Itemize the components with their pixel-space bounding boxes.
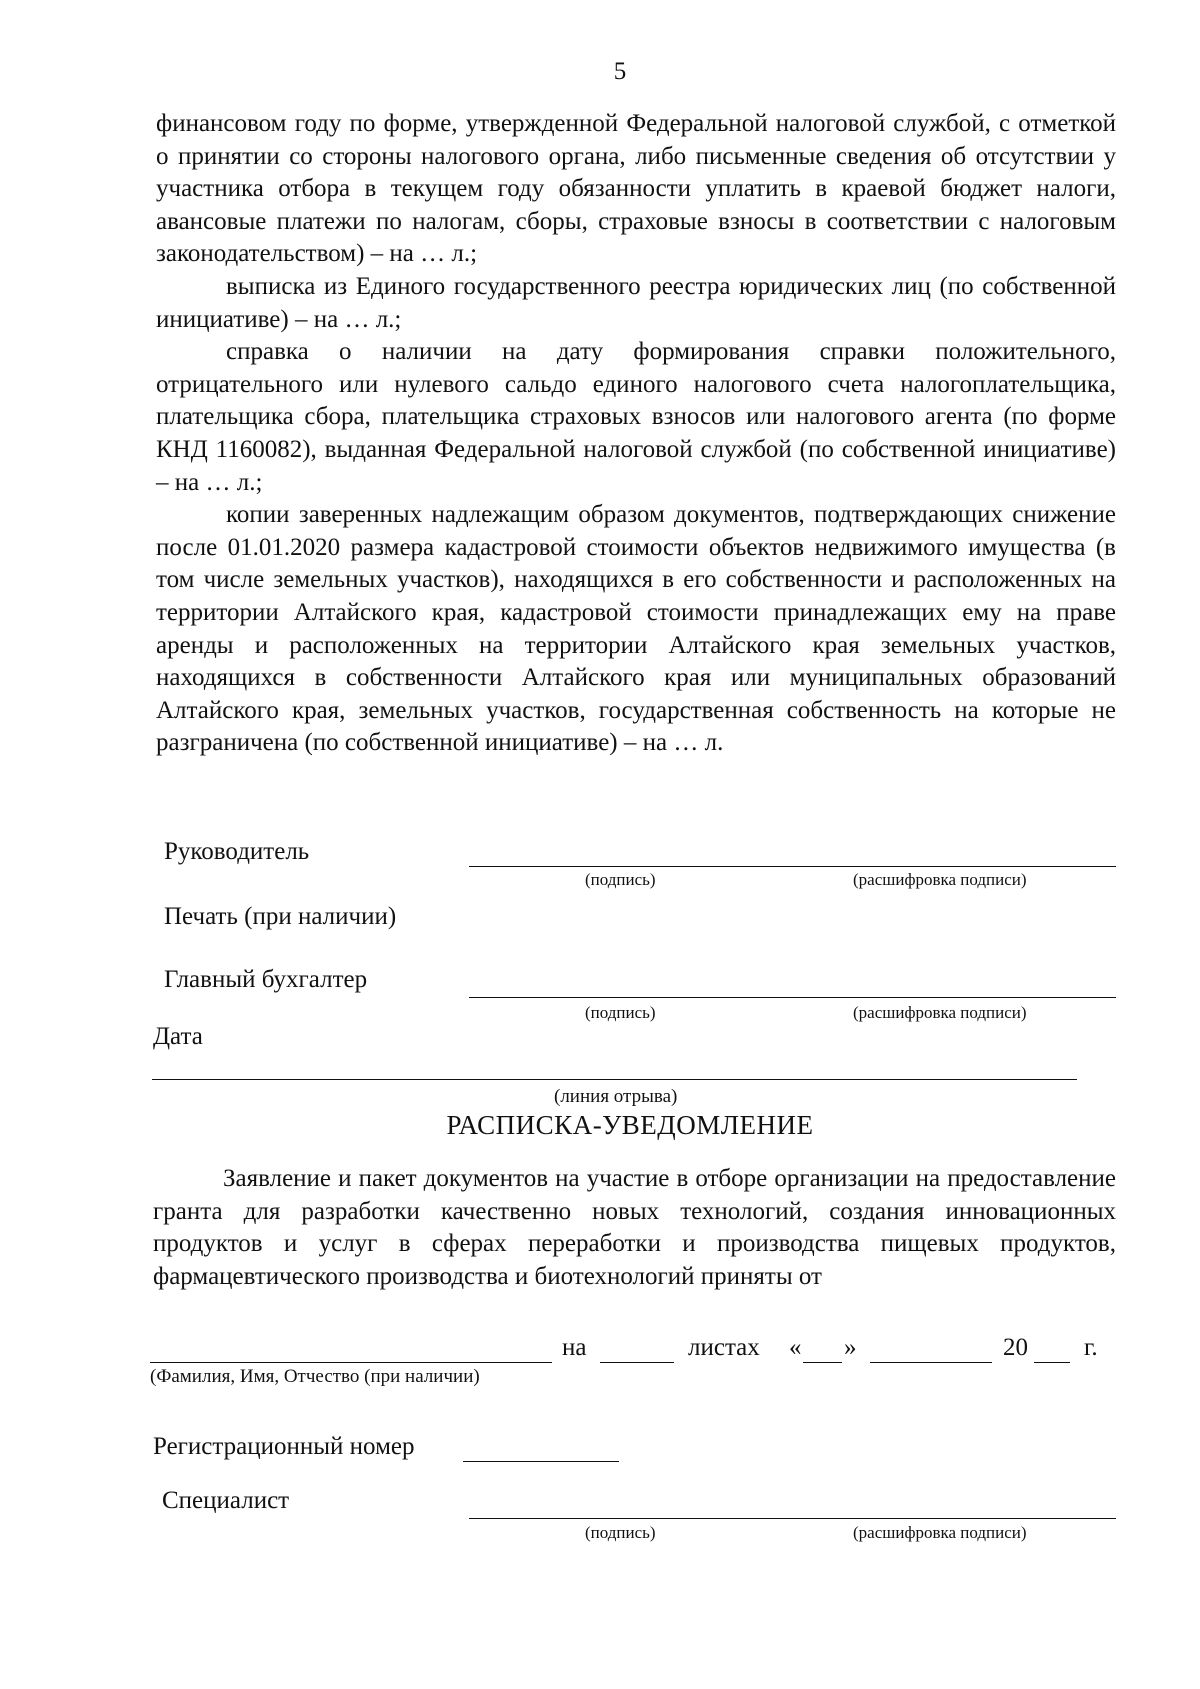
accountant-decode-caption: (расшифровка подписи)	[853, 1003, 1027, 1022]
stamp-label: Печать (при наличии)	[164, 903, 397, 930]
paragraph-tax-balance-certificate: справка о наличии на дату формирования справки положительного, отрицательного или нулевого сальдо единого налогового счета налогоплательщика, плательщика сбора, плательщика страховых взносов или налогового агента (по форме КНД 1160082), выданная Федеральной налоговой службой (по собственной инициативе) – на … л.;	[156, 338, 1116, 496]
receipt-body	[153, 1163, 1116, 1293]
year-blank[interactable]	[1034, 1362, 1070, 1363]
year-prefix: 20	[1003, 1334, 1028, 1361]
head-decode-caption: (расшифровка подписи)	[853, 870, 1027, 889]
registration-number-blank[interactable]	[463, 1461, 619, 1462]
specialist-signature-caption: (подпись)	[585, 1523, 656, 1542]
paragraph-egrul-extract: выписка из Единого государственного реестра юридических лиц (по собственной инициативе) – на … л.;	[156, 272, 1116, 333]
receipt-paragraph: Заявление и пакет документов на участие в отборе организации на предоставление гранта для разработки качественно новых технологий, создания инновационных продуктов и услуг в сферах переработки и производства пищевых продуктов, фармацевтического производства и биотехнологий приняты от	[153, 1165, 1116, 1290]
month-blank[interactable]	[870, 1362, 992, 1363]
head-signature-line	[469, 866, 1116, 867]
quote-open: «	[789, 1334, 802, 1361]
head-label: Руководитель	[164, 838, 310, 865]
head-signature-caption: (подпись)	[585, 870, 656, 889]
cut-line-caption: (линия отрыва)	[554, 1086, 678, 1107]
day-blank[interactable]	[803, 1362, 842, 1363]
specialist-decode-caption: (расшифровка подписи)	[853, 1523, 1027, 1542]
paragraph-continuation: финансовом году по форме, утвержденной Федеральной налоговой службой, с отметкой о принятии со стороны налогового органа, либо письменные сведения об отсутствии у участника отбора в текущем году обязанности уплатить в краевой бюджет налоги, авансовые платежи по налогам, сборы, страховые взносы в соответствии с налоговым законодательством) – на … л.;	[156, 110, 1116, 268]
paragraph-cadastral-copies: копии заверенных надлежащим образом документов, подтверждающих снижение после 01.01.2020 размера кадастровой стоимости объектов недвижимого имущества (в том числе земельных участков), находящихся в его собственности и расположенных на территории Алтайского края, кадастровой стоимости принадлежащих ему на праве аренды и расположенных на территории Алтайского края земельных участков, находящихся в собственности Алтайского края или муниципальных образований Алтайского края, земельных участков, государственная собственность на которые не разграничена (по собственной инициативе) – на … л.	[156, 501, 1116, 757]
chief-accountant-label: Главный бухгалтер	[164, 966, 368, 993]
cut-line	[152, 1079, 1077, 1080]
document-body	[156, 108, 1116, 760]
receipt-title: РАСПИСКА-УВЕДОМЛЕНИЕ	[446, 1110, 814, 1140]
sheets-label: листах	[688, 1334, 760, 1361]
sheets-count-blank[interactable]	[600, 1362, 674, 1363]
date-label: Дата	[153, 1023, 203, 1050]
accountant-signature-line	[469, 997, 1116, 998]
accountant-signature-caption: (подпись)	[585, 1003, 656, 1022]
sheets-prefix: на	[562, 1334, 587, 1361]
quote-close: »	[844, 1334, 857, 1361]
applicant-name-caption: (Фамилия, Имя, Отчество (при наличии)	[150, 1366, 480, 1387]
specialist-signature-line	[469, 1518, 1116, 1519]
year-suffix: г.	[1084, 1334, 1098, 1361]
specialist-label: Специалист	[162, 1487, 290, 1514]
applicant-name-blank[interactable]	[150, 1362, 552, 1363]
page-number: 5	[613, 58, 627, 85]
registration-number-label: Регистрационный номер	[153, 1433, 415, 1460]
